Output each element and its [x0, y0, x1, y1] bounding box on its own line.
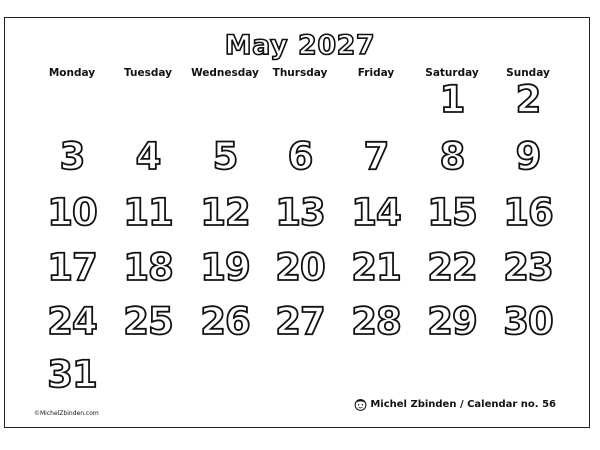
credit-line [354, 398, 556, 411]
day-cell-27: 27 [275, 300, 325, 343]
day-cell-10: 10 [47, 191, 97, 234]
day-cell-23: 23 [503, 246, 553, 289]
day-cell-8: 8 [439, 135, 465, 178]
day-cell-19: 19 [200, 246, 250, 289]
day-cell-28: 28 [351, 300, 401, 343]
day-cell-13: 13 [275, 191, 325, 234]
weekday-wednesday: Wednesday [191, 67, 259, 79]
day-cell-5: 5 [212, 135, 238, 178]
day-cell-12: 12 [200, 191, 250, 234]
day-cell-1: 1 [439, 78, 465, 121]
day-cell-22: 22 [427, 246, 477, 289]
weekday-sunday: Sunday [506, 67, 550, 79]
copyright-text: ©MichelZbinden.com [34, 410, 99, 417]
day-cell-21: 21 [351, 246, 401, 289]
weekday-thursday: Thursday [272, 67, 328, 79]
day-cell-31: 31 [47, 353, 97, 396]
weekday-friday: Friday [357, 67, 395, 79]
day-cell-15: 15 [427, 191, 477, 234]
day-cell-18: 18 [123, 246, 173, 289]
day-cell-29: 29 [427, 300, 477, 343]
credit-text: Michel Zbinden / Calendar no. 56 [370, 399, 556, 410]
day-cell-2: 2 [515, 78, 541, 121]
face-icon [354, 398, 367, 411]
weekday-tuesday: Tuesday [124, 67, 172, 79]
day-cell-14: 14 [351, 191, 401, 234]
day-cell-6: 6 [287, 135, 313, 178]
calendar-title: May 2027 [224, 30, 376, 61]
day-cell-3: 3 [59, 135, 85, 178]
day-cell-7: 7 [363, 135, 389, 178]
day-cell-20: 20 [275, 246, 325, 289]
day-cell-24: 24 [47, 300, 97, 343]
day-cell-4: 4 [135, 135, 161, 178]
day-cell-9: 9 [515, 135, 541, 178]
day-cell-16: 16 [503, 191, 553, 234]
day-cell-26: 26 [200, 300, 250, 343]
day-cell-11: 11 [123, 191, 173, 234]
day-cell-30: 30 [503, 300, 553, 343]
day-cell-17: 17 [47, 246, 97, 289]
day-cell-25: 25 [123, 300, 173, 343]
weekday-monday: Monday [48, 67, 96, 79]
weekday-saturday: Saturday [425, 67, 479, 79]
